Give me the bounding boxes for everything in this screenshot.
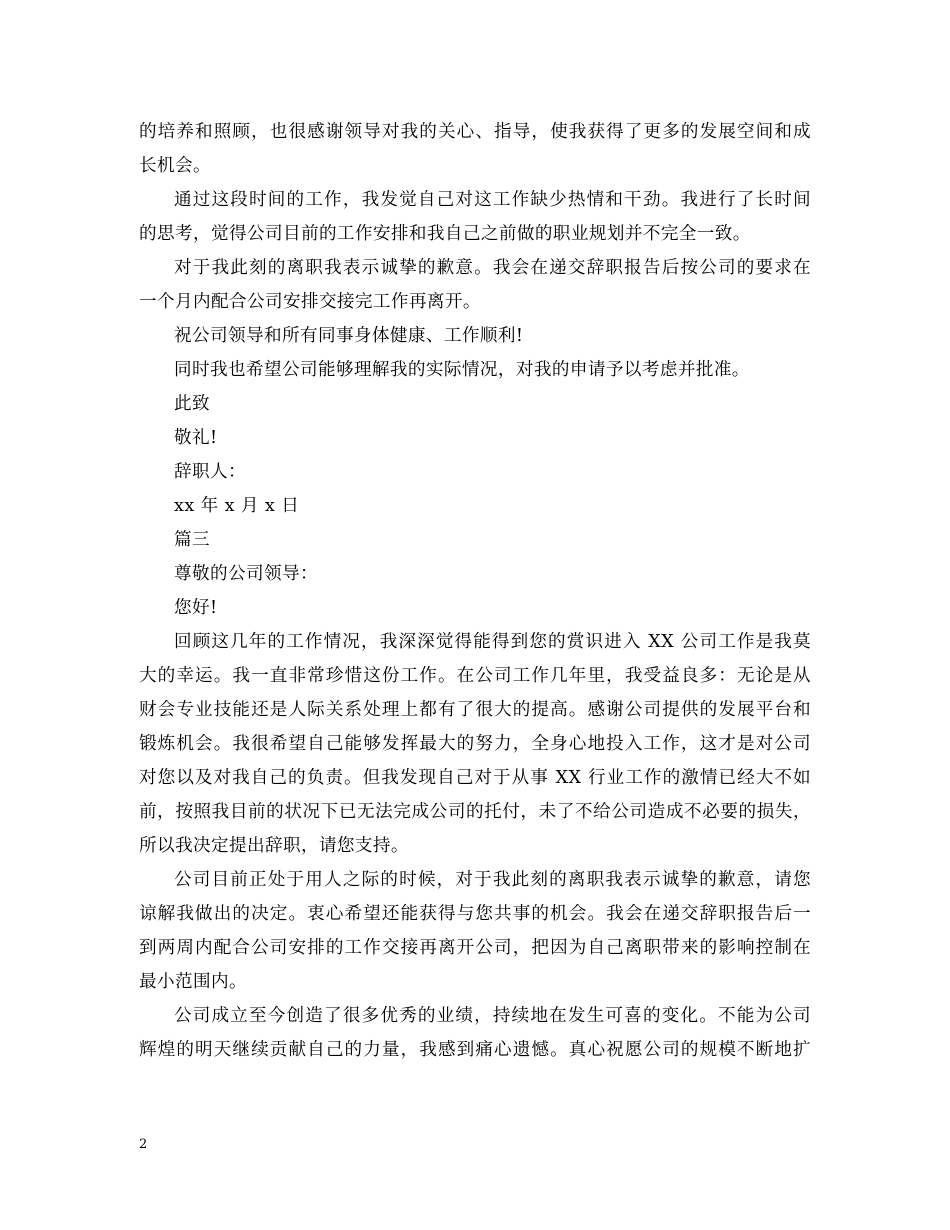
text-line: 尊敬的公司领导：: [174, 564, 318, 584]
text-line: 辞职人：: [174, 462, 246, 482]
text-line: 财会专业技能还是人际关系处理上都有了很大的提高。感谢公司提供的发展平台和: [139, 700, 811, 720]
text-line: 辉煌的明天继续贡献自己的力量，我感到痛心遗憾。真心祝愿公司的规模不断地扩: [139, 1040, 811, 1060]
text-line: 您好!: [174, 598, 218, 618]
section-heading: 篇三: [174, 530, 210, 550]
text-line: 最小范围内。: [139, 972, 247, 992]
text-line: 通过这段时间的工作，我发觉自己对这工作缺少热情和干劲。我进行了长时间: [174, 190, 811, 210]
text-line: 的思考，觉得公司目前的工作安排和我自己之前做的职业规划并不完全一致。: [139, 224, 751, 244]
text-line: 敬礼!: [174, 428, 218, 448]
text-line: 长机会。: [139, 156, 211, 176]
text-line: 同时我也希望公司能够理解我的实际情况，对我的申请予以考虑并批准。: [174, 360, 750, 380]
text-line: 到两周内配合公司安排的工作交接再离开公司，把因为自己离职带来的影响控制在: [139, 938, 811, 958]
text-line: 对您以及对我自己的负责。但我发现自己对于从事 XX 行业工作的激情已经大不如: [139, 768, 811, 788]
text-line: 公司成立至今创造了很多优秀的业绩，持续地在发生可喜的变化。不能为公司: [174, 1006, 811, 1026]
text-line: 回顾这几年的工作情况，我深深觉得能得到您的赏识进入 XX 公司工作是我莫: [174, 632, 811, 652]
text-line: xx 年 x 月 x 日: [174, 496, 300, 516]
text-line: 谅解我做出的决定。衷心希望还能获得与您共事的机会。我会在递交辞职报告后一: [139, 904, 811, 924]
document-body: [139, 115, 811, 1067]
text-line: 一个月内配合公司安排交接完工作再离开。: [139, 292, 481, 312]
text-line: 锻炼机会。我很希望自己能够发挥最大的努力，全身心地投入工作，这才是对公司: [139, 734, 811, 754]
text-line: 对于我此刻的离职我表示诚挚的歉意。我会在递交辞职报告后按公司的要求在: [174, 258, 811, 278]
text-line: 公司目前正处于用人之际的时候，对于我此刻的离职我表示诚挚的歉意，请您: [174, 870, 811, 890]
text-line: 所以我决定提出辞职，请您支持。: [139, 836, 409, 856]
text-line: 此致: [174, 394, 210, 414]
page-number: 2: [139, 1137, 148, 1152]
text-line: 祝公司领导和所有同事身体健康、工作顺利!: [174, 326, 524, 346]
text-line: 大的幸运。我一直非常珍惜这份工作。在公司工作几年里，我受益良多：无论是从: [139, 666, 811, 686]
text-line: 的培养和照顾，也很感谢领导对我的关心、指导，使我获得了更多的发展空间和成: [139, 122, 811, 142]
text-line: 前，按照我目前的状况下已无法完成公司的托付，未了不给公司造成不必要的损失，: [139, 802, 811, 822]
